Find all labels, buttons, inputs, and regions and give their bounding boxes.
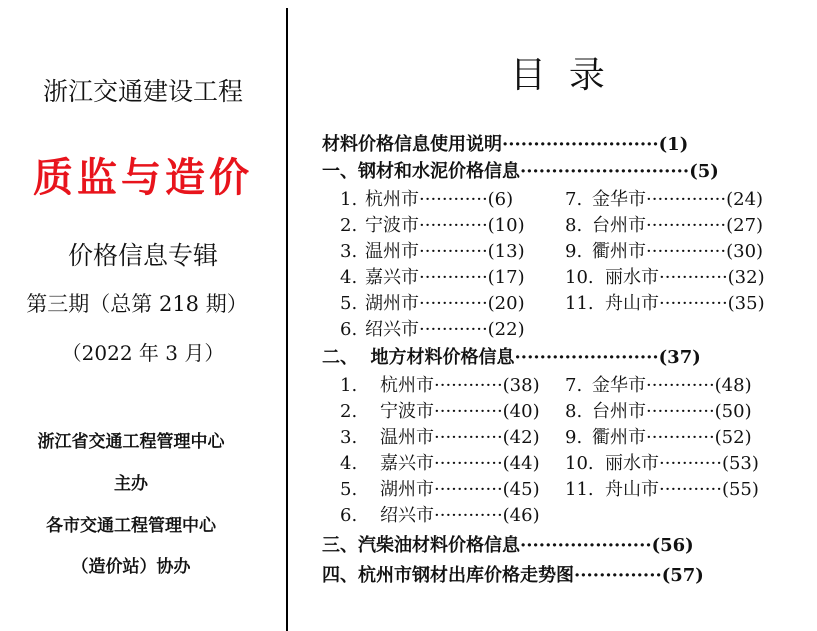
toc-item-number[interactable]: 9.: [565, 241, 583, 262]
toc-item[interactable]: 温州市············(42): [380, 427, 540, 448]
toc-item-number[interactable]: 5.: [340, 293, 358, 314]
page-divider: [286, 8, 288, 631]
toc-item[interactable]: 丽水市············(32): [605, 267, 765, 288]
toc-item[interactable]: 金华市············(48): [592, 375, 752, 396]
toc-item[interactable]: 湖州市············(45): [380, 479, 540, 500]
toc-item-number[interactable]: 2.: [340, 215, 358, 236]
toc-item[interactable]: 嘉兴市············(17): [365, 267, 525, 288]
toc-item[interactable]: 杭州市············(38): [380, 375, 540, 396]
toc-section[interactable]: 三、汽柴油材料价格信息·····················(56): [322, 535, 694, 556]
cover-title: 质监与造价: [33, 154, 253, 201]
toc-item-number[interactable]: 6.: [340, 505, 358, 526]
toc-item-number[interactable]: 10.: [565, 267, 594, 288]
cover-series: 浙江交通建设工程: [42, 77, 243, 106]
toc-item-number[interactable]: 7.: [565, 189, 583, 210]
cover-issue: 第三期（总第 218 期）: [26, 292, 248, 316]
cover-date: （2022 年 3 月）: [61, 341, 225, 365]
toc-item[interactable]: 舟山市············(35): [605, 293, 765, 314]
toc-item-number[interactable]: 5.: [340, 479, 358, 500]
toc-item[interactable]: 衢州市··············(30): [592, 241, 764, 262]
toc-item[interactable]: 宁波市············(40): [380, 401, 540, 422]
toc-item[interactable]: 金华市··············(24): [592, 189, 764, 210]
toc-item[interactable]: 温州市············(13): [365, 241, 525, 262]
toc-item[interactable]: 杭州市············(6): [365, 189, 514, 210]
cover-organizer: 浙江省交通工程管理中心: [37, 432, 225, 452]
cover-co-organizer: 各市交通工程管理中心: [46, 516, 216, 536]
toc-item-number[interactable]: 10.: [565, 453, 594, 474]
cover-co-organizer-role: （造价站）协办: [71, 557, 191, 577]
toc-section[interactable]: 四、杭州市钢材出库价格走势图··············(57): [322, 565, 704, 586]
toc-item-number[interactable]: 11.: [565, 479, 594, 500]
toc-item[interactable]: 绍兴市············(22): [365, 319, 525, 340]
toc-item-number[interactable]: 3.: [340, 427, 358, 448]
cover-subtitle: 价格信息专辑: [67, 241, 218, 270]
toc-entry-intro[interactable]: 材料价格信息使用说明·························(1): [322, 134, 689, 155]
toc-section[interactable]: 一、钢材和水泥价格信息···························(5): [322, 161, 719, 182]
toc-item-number[interactable]: 3.: [340, 241, 358, 262]
toc-item[interactable]: 宁波市············(10): [365, 215, 525, 236]
toc-item-number[interactable]: 2.: [340, 401, 358, 422]
toc-item-number[interactable]: 8.: [565, 215, 583, 236]
toc-item[interactable]: 丽水市···········(53): [605, 453, 759, 474]
toc-heading: 目 录: [510, 55, 605, 96]
toc-item[interactable]: 衢州市············(52): [592, 427, 752, 448]
toc-item-number[interactable]: 11.: [565, 293, 594, 314]
toc-item-number[interactable]: 9.: [565, 427, 583, 448]
toc-item[interactable]: 台州市··············(27): [592, 215, 764, 236]
toc-item-number[interactable]: 6.: [340, 319, 358, 340]
toc-item-number[interactable]: 1.: [340, 375, 358, 396]
toc-item-number[interactable]: 4.: [340, 453, 358, 474]
toc-item[interactable]: 嘉兴市············(44): [380, 453, 540, 474]
toc-item[interactable]: 绍兴市············(46): [380, 505, 540, 526]
toc-item-number[interactable]: 8.: [565, 401, 583, 422]
toc-item[interactable]: 台州市············(50): [592, 401, 752, 422]
toc-section[interactable]: 二、 地方材料价格信息·······················(37): [322, 347, 701, 368]
toc-item[interactable]: 湖州市············(20): [365, 293, 525, 314]
toc-item[interactable]: 舟山市···········(55): [605, 479, 759, 500]
toc-item-number[interactable]: 4.: [340, 267, 358, 288]
cover-organizer-role: 主办: [114, 474, 148, 494]
toc-item-number[interactable]: 7.: [565, 375, 583, 396]
toc-item-number[interactable]: 1.: [340, 189, 358, 210]
